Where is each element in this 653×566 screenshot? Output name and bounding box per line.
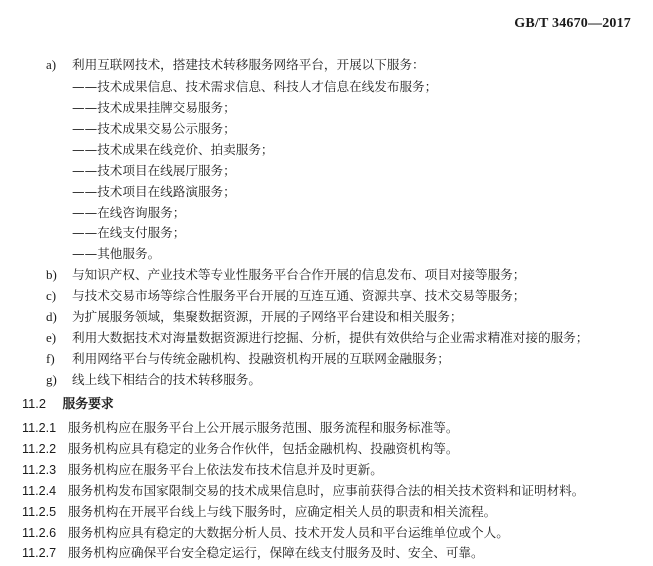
- section-title: 服务要求: [62, 397, 114, 412]
- clause-text: 服务机构在开展平台线上与线下服务时，应确定相关人员的职责和相关流程。: [68, 504, 497, 519]
- item-text: 利用大数据技术对海量数据资源进行挖掘、分析，提供有效供给与企业需求精准对接的服务；: [72, 330, 589, 345]
- sub-item-text: ——技术成果交易公示服务；: [72, 121, 236, 136]
- item-mark: e): [46, 330, 57, 345]
- section-heading: [22, 395, 114, 414]
- item-text: 利用网络平台与传统金融机构、投融资机构开展的互联网金融服务；: [72, 351, 450, 366]
- item-mark: a): [46, 57, 57, 72]
- item-mark: b): [46, 267, 57, 282]
- item-text: 与技术交易市场等综合性服务平台开展的互连互通、资源共享、技术交易等服务；: [72, 288, 526, 303]
- sub-item-text: ——技术成果挂牌交易服务；: [72, 100, 236, 115]
- clause-text: 服务机构应确保平台安全稳定运行，保障在线支付服务及时、安全、可靠。: [68, 545, 484, 560]
- item-mark: f): [46, 351, 55, 366]
- item-text: 与知识产权、产业技术等专业性服务平台合作开展的信息发布、项目对接等服务；: [72, 267, 526, 282]
- sub-item-text: ——技术项目在线展厅服务；: [72, 163, 236, 178]
- item-text: 为扩展服务领域，集聚数据资源，开展的子网络平台建设和相关服务；: [72, 309, 463, 324]
- clause-number: 11.2.2: [22, 442, 57, 456]
- clause-number: 11.2.6: [22, 526, 57, 540]
- sub-item-text: ——在线咨询服务；: [72, 205, 186, 220]
- section-number: 11.2: [22, 396, 46, 411]
- sub-item-text: ——技术项目在线路演服务；: [72, 184, 236, 199]
- clause-text: 服务机构应在服务平台上公开展示服务范围、服务流程和服务标准等。: [68, 420, 459, 435]
- sub-item-text: ——其他服务。: [72, 246, 161, 261]
- clause-text: 服务机构发布国家限制交易的技术成果信息时，应事前获得合法的相关技术资料和证明材料。: [68, 483, 585, 498]
- clause-number: 11.2.5: [22, 505, 57, 519]
- item-text: 线上线下相结合的技术转移服务。: [72, 372, 261, 387]
- clause-text: 服务机构应在服务平台上依法发布技术信息并及时更新。: [68, 462, 383, 477]
- item-mark: g): [46, 372, 57, 387]
- item-mark: d): [46, 309, 57, 324]
- sub-item-text: ——技术成果在线竞价、拍卖服务；: [72, 142, 274, 157]
- clause-number: 11.2.3: [22, 463, 57, 477]
- sub-item-text: ——在线支付服务；: [72, 225, 186, 240]
- clause-text: 服务机构应具有稳定的业务合作伙伴，包括金融机构、投融资机构等。: [68, 441, 459, 456]
- clause-number: 11.2.4: [22, 484, 57, 498]
- sub-item-text: ——技术成果信息、技术需求信息、科技人才信息在线发布服务；: [72, 79, 438, 94]
- clause-number: 11.2.7: [22, 546, 57, 560]
- clause-number: 11.2.1: [22, 421, 57, 435]
- item-mark: c): [46, 288, 57, 303]
- item-text: 利用互联网技术，搭建技术转移服务网络平台，开展以下服务：: [72, 57, 425, 72]
- clause-text: 服务机构应具有稳定的大数据分析人员、技术开发人员和平台运维单位或个人。: [68, 525, 509, 540]
- standard-code: GB/T 34670—2017: [514, 16, 631, 31]
